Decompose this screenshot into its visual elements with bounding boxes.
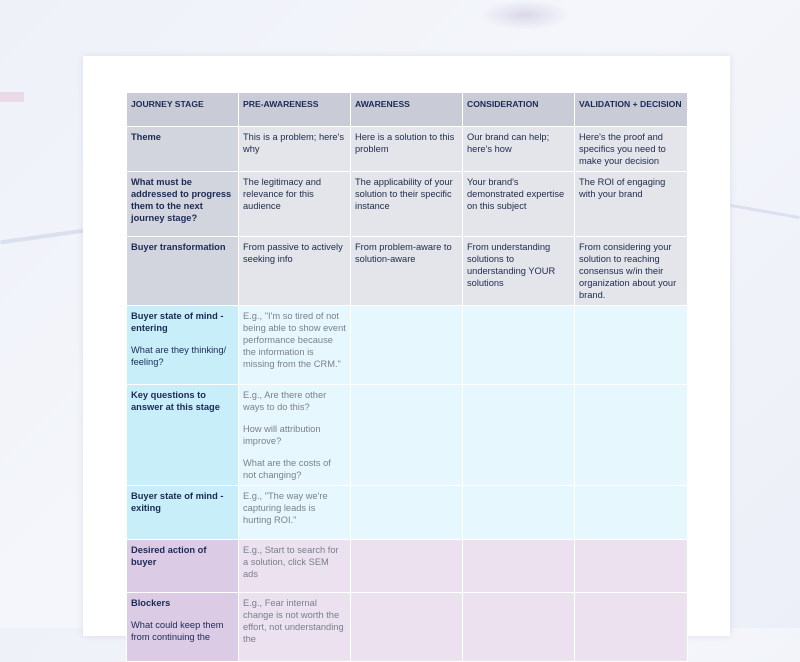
table-cell (463, 540, 575, 593)
table-row-desired-action (127, 540, 688, 593)
example-text: How will attribution improve? (243, 424, 321, 446)
table-row-theme (127, 127, 688, 172)
header-pre-awareness: PRE-AWARENESS (239, 93, 351, 127)
row-label: Theme (127, 127, 239, 172)
example-cell: E.g., Start to search for a solution, click SEM ads (239, 540, 351, 593)
example-cell: E.g., Fear internal change is not worth the effort, not understanding the (239, 593, 351, 662)
table-cell: This is a problem; here's why (239, 127, 351, 172)
table-cell: Your brand's demonstrated expertise on this subject (463, 172, 575, 237)
example-text: What are the costs of not changing? (243, 458, 331, 480)
table-cell (463, 306, 575, 385)
table-cell: Here's the proof and specifics you need to make your decision (575, 127, 688, 172)
table-row-state-of-mind-entering (127, 306, 688, 385)
table-cell: Our brand can help; here's how (463, 127, 575, 172)
table-row-blockers (127, 593, 688, 662)
header-journey-stage: JOURNEY STAGE (127, 93, 239, 127)
journey-stage-table (126, 92, 688, 662)
row-label: Desired action of buyer (127, 540, 239, 593)
table-cell: The applicability of your solution to their specific instance (351, 172, 463, 237)
table-row-what-must-be-addressed (127, 172, 688, 237)
table-cell (463, 593, 575, 662)
header-awareness: AWARENESS (351, 93, 463, 127)
header-validation-decision: VALIDATION + DECISION (575, 93, 688, 127)
row-label: What must be addressed to progress them to the next journey stage? (127, 172, 239, 237)
table-cell (351, 593, 463, 662)
table-cell (575, 593, 688, 662)
table-cell: From passive to actively seeking info (239, 237, 351, 306)
table-cell: Here is a solution to this problem (351, 127, 463, 172)
table-row-buyer-transformation (127, 237, 688, 306)
background-glow (480, 0, 570, 30)
table-cell (575, 306, 688, 385)
table-cell (351, 306, 463, 385)
table-cell: From understanding solutions to understanding YOUR solutions (463, 237, 575, 306)
table-cell (575, 385, 688, 486)
table-cell: The legitimacy and relevance for this audience (239, 172, 351, 237)
table-cell (575, 540, 688, 593)
header-row (127, 93, 688, 127)
table-cell: The ROI of engaging with your brand (575, 172, 688, 237)
example-text: E.g., Are there other ways to do this? (243, 390, 327, 412)
table-row-state-of-mind-exiting (127, 486, 688, 540)
table-cell (351, 385, 463, 486)
row-label: Buyer state of mind - exiting (127, 486, 239, 540)
row-label-title: Buyer state of mind - entering (131, 311, 224, 333)
table-cell (463, 486, 575, 540)
table-cell (575, 486, 688, 540)
example-cell: E.g., "I'm so tired of not being able to show event performance because the information is missing from the CRM." (239, 306, 351, 385)
table-cell (351, 486, 463, 540)
background-streak (730, 204, 799, 219)
example-cell (239, 385, 351, 486)
row-label (127, 593, 239, 662)
table-row-key-questions (127, 385, 688, 486)
row-label-subtitle: What are they thinking/ feeling? (131, 345, 227, 367)
row-label: Key questions to answer at this stage (127, 385, 239, 486)
table-cell (463, 385, 575, 486)
table-cell: From considering your solution to reaching consensus w/in their organization about your brand. (575, 237, 688, 306)
header-consideration: CONSIDERATION (463, 93, 575, 127)
document-page (83, 56, 730, 644)
row-label: Buyer transformation (127, 237, 239, 306)
background-streak (0, 92, 24, 102)
table-cell (351, 540, 463, 593)
row-label-subtitle: What could keep them from continuing the (131, 620, 224, 642)
row-label-title: Blockers (131, 598, 171, 608)
example-cell: E.g., "The way we're capturing leads is hurting ROI." (239, 486, 351, 540)
row-label (127, 306, 239, 385)
table-cell: From problem-aware to solution-aware (351, 237, 463, 306)
